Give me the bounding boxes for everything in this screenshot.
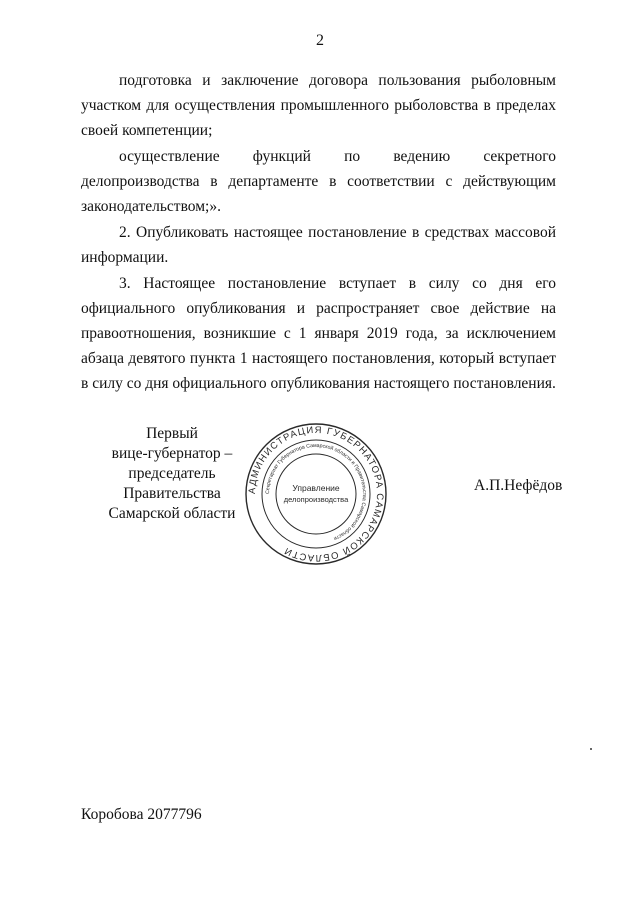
seal-outer-text: АДМИНИСТРАЦИЯ ГУБЕРНАТОРА САМАРСКОЙ ОБЛАСТИ [246, 424, 386, 564]
scan-mark [590, 748, 592, 750]
signatory-title [92, 424, 252, 524]
document-body [81, 68, 556, 397]
signatory-title-line: Первый [146, 425, 198, 442]
seal-inner-text: Секретариат Губернатора Самарской области и Правительства Самарской области [264, 442, 368, 542]
paragraph: 2. Опубликовать настоящее постановление в средствах массовой информации. [81, 224, 556, 266]
paragraph: подготовка и заключение договора пользования рыболовным участком для осуществления промышленного рыболовства в пределах своей компетенции; [81, 72, 556, 139]
executor-info: Коробова 2077796 [81, 806, 202, 823]
official-seal-stamp [244, 422, 388, 566]
signatory-name: А.П.Нефёдов [474, 477, 563, 494]
paragraph: осуществление функций по ведению секретного делопроизводства в департаменте в соответствии с действующим законодательством;». [81, 148, 556, 215]
paragraph: 3. Настоящее постановление вступает в силу со дня его официального опубликования и распространяет свое действие на правоотношения, возникшие с 1 января 2019 года, за исключением абзаца девятого пункта 1 настоящего постановления, который вступает в силу со дня официального опубликования настоящего постановления. [81, 275, 556, 392]
seal-center-line: делопроизводства [283, 495, 349, 504]
seal-center-line: Управление [292, 483, 340, 493]
signatory-title-line: председатель Правительства [123, 465, 221, 502]
page-number: 2 [316, 32, 324, 49]
signatory-title-line: Самарской области [108, 505, 236, 522]
signatory-title-line: вице-губернатор – [111, 445, 233, 462]
